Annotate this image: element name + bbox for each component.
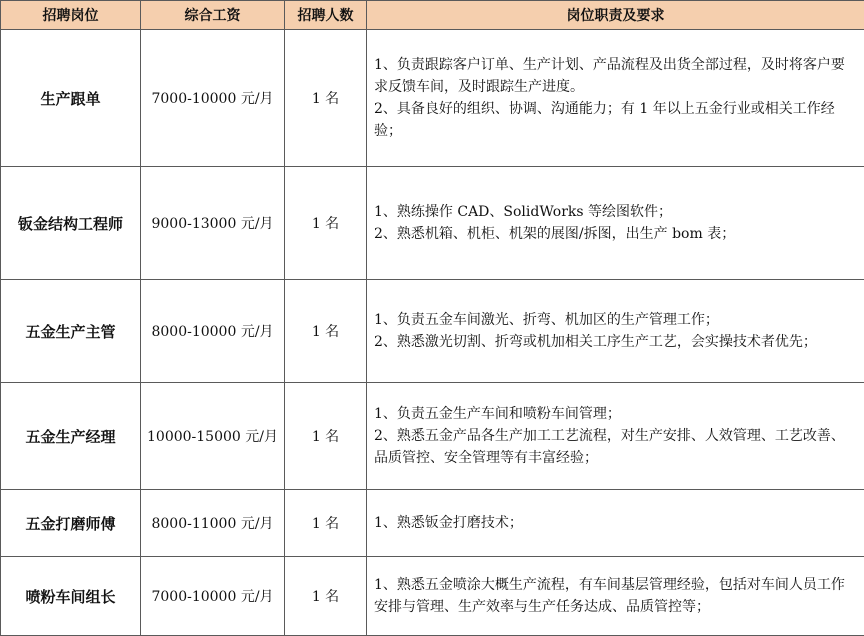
position-cell: 五金生产主管 [1,280,141,383]
duty-line: 1、负责五金车间激光、折弯、机加区的生产管理工作； [374,309,856,331]
salary-cell: 9000-13000 元/月 [141,167,285,280]
count-cell: 1 名 [285,30,367,167]
duties-cell [367,30,864,167]
table-row [1,557,864,636]
count-cell: 1 名 [285,490,367,557]
table-row [1,30,864,167]
duties-cell [367,490,864,557]
table-header-row [1,1,864,30]
duties-cell [367,557,864,636]
table-row [1,383,864,490]
duty-line: 2、具备良好的组织、协调、沟通能力；有 1 年以上五金行业或相关工作经验； [374,98,856,142]
position-cell: 钣金结构工程师 [1,167,141,280]
duty-line: 1、熟悉钣金打磨技术； [374,512,856,534]
salary-cell: 8000-10000 元/月 [141,280,285,383]
duties-cell [367,383,864,490]
position-cell: 喷粉车间组长 [1,557,141,636]
duties-cell [367,167,864,280]
count-cell: 1 名 [285,557,367,636]
header-salary: 综合工资 [141,1,285,30]
header-count: 招聘人数 [285,1,367,30]
duty-line: 2、熟悉机箱、机柜、机架的展图/拆图，出生产 bom 表； [374,223,856,245]
header-duties: 岗位职责及要求 [367,1,864,30]
table-row [1,167,864,280]
duty-line: 1、负责跟踪客户订单、生产计划、产品流程及出货全部过程，及时将客户要求反馈车间，及时跟踪生产进度。 [374,54,856,98]
header-position: 招聘岗位 [1,1,141,30]
salary-cell: 7000-10000 元/月 [141,557,285,636]
position-cell: 五金生产经理 [1,383,141,490]
duty-line: 1、负责五金生产车间和喷粉车间管理； [374,403,856,425]
count-cell: 1 名 [285,167,367,280]
duties-cell [367,280,864,383]
duty-line: 1、熟练操作 CAD、SolidWorks 等绘图软件； [374,201,856,223]
salary-cell: 8000-11000 元/月 [141,490,285,557]
duty-line: 2、熟悉五金产品各生产加工工艺流程，对生产安排、人效管理、工艺改善、品质管控、安全管理等有丰富经验； [374,425,856,469]
duty-line: 1、熟悉五金喷涂大概生产流程，有车间基层管理经验，包括对车间人员工作安排与管理、生产效率与生产任务达成、品质管控等； [374,574,856,618]
duty-line: 2、熟悉激光切割、折弯或机加相关工序生产工艺，会实操技术者优先； [374,331,856,353]
position-cell: 五金打磨师傅 [1,490,141,557]
table-row [1,490,864,557]
count-cell: 1 名 [285,383,367,490]
salary-cell: 10000-15000 元/月 [141,383,285,490]
salary-cell: 7000-10000 元/月 [141,30,285,167]
position-cell: 生产跟单 [1,30,141,167]
table-row [1,280,864,383]
count-cell: 1 名 [285,280,367,383]
